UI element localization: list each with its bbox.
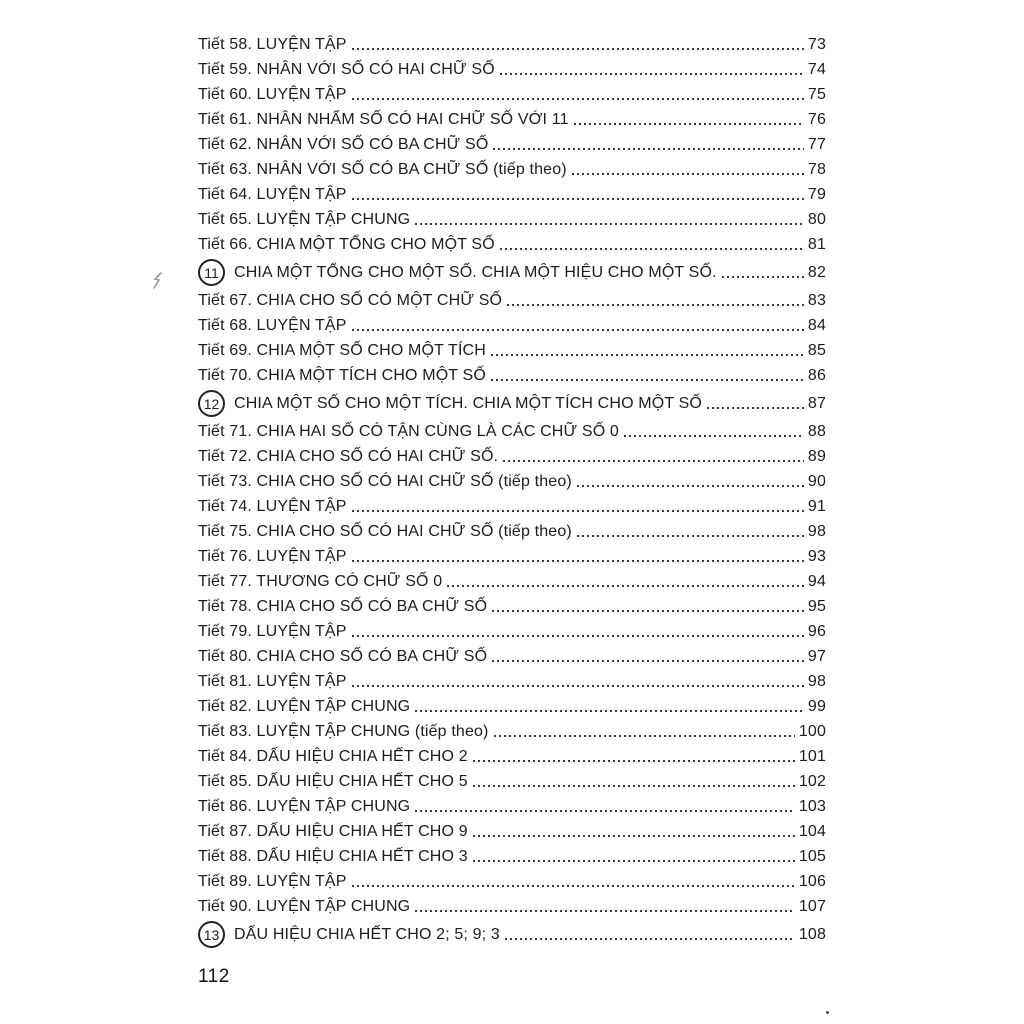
toc-entry-title: Tiết 64. LUYỆN TẬP: [198, 186, 347, 203]
toc-entry-page-number: 90: [807, 473, 826, 490]
toc-entry-title: Tiết 74. LUYỆN TẬP: [198, 498, 347, 515]
toc-lesson-row: [198, 644, 826, 669]
toc-entry-title: Tiết 89. LUYỆN TẬP: [198, 873, 347, 890]
dot-leader: [492, 644, 804, 669]
toc-entry-title: Tiết 81. LUYỆN TẬP: [198, 673, 347, 690]
dot-leader: [352, 494, 804, 519]
toc-lesson-row: [198, 769, 826, 794]
toc-section-row: [198, 388, 826, 419]
footer-page-number: 112: [198, 966, 230, 987]
dot-leader: [415, 207, 804, 232]
toc-entry-title: Tiết 65. LUYỆN TẬP CHUNG: [198, 211, 411, 228]
dot-leader: [491, 363, 804, 388]
dot-leader: [473, 769, 795, 794]
dot-leader: [473, 844, 795, 869]
toc-entry-page-number: 75: [807, 86, 826, 103]
toc-entry-page-number: 89: [807, 448, 826, 465]
dot-leader: [415, 894, 795, 919]
toc-entry-title: Tiết 82. LUYỆN TẬP CHUNG: [198, 698, 411, 715]
toc-lesson-row: [198, 132, 826, 157]
toc-entry-page-number: 107: [798, 898, 826, 915]
toc-lesson-row: [198, 32, 826, 57]
toc-entry-page-number: 104: [798, 823, 826, 840]
toc-lesson-row: [198, 338, 826, 363]
toc-lesson-row: [198, 157, 826, 182]
dot-leader: [707, 388, 804, 419]
dot-leader: [507, 288, 804, 313]
toc-section-row: [198, 919, 826, 950]
dot-leader: [494, 719, 795, 744]
toc-entry-page-number: 91: [807, 498, 826, 515]
section-number-badge: 12: [198, 390, 225, 417]
toc-lesson-row: [198, 363, 826, 388]
dot-leader: [572, 157, 804, 182]
dot-leader: [500, 57, 804, 82]
table-of-contents: [198, 32, 826, 950]
dot-leader: [447, 569, 804, 594]
toc-entry-page-number: 101: [798, 748, 826, 765]
section-number-badge: 13: [198, 921, 225, 948]
toc-entry-title: Tiết 59. NHÂN VỚI SỐ CÓ HAI CHỮ SỐ: [198, 61, 495, 78]
dot-leader: [352, 182, 804, 207]
toc-lesson-row: [198, 419, 826, 444]
toc-entry-page-number: 94: [807, 573, 826, 590]
toc-entry-title: Tiết 73. CHIA CHO SỐ CÓ HAI CHỮ SỐ (tiếp theo): [198, 473, 572, 490]
toc-entry-page-number: 82: [807, 264, 826, 281]
toc-lesson-row: [198, 519, 826, 544]
toc-entry-title: CHIA MỘT TỔNG CHO MỘT SỐ. CHIA MỘT HIỆU CHO MỘT SỐ.: [234, 264, 717, 281]
toc-entry-title: Tiết 78. CHIA CHO SỐ CÓ BA CHỮ SỐ: [198, 598, 488, 615]
toc-entry-page-number: 78: [807, 161, 826, 178]
toc-entry-page-number: 98: [807, 673, 826, 690]
scan-artifact-dot: [826, 1011, 829, 1014]
toc-entry-title: Tiết 58. LUYỆN TẬP: [198, 36, 347, 53]
toc-entry-title: Tiết 61. NHÂN NHẨM SỐ CÓ HAI CHỮ SỐ VỚI 11: [198, 111, 569, 128]
toc-entry-title: Tiết 77. THƯƠNG CÓ CHỮ SỐ 0: [198, 573, 443, 590]
dot-leader: [415, 794, 795, 819]
toc-entry-title: Tiết 68. LUYỆN TẬP: [198, 317, 347, 334]
toc-entry-title: Tiết 72. CHIA CHO SỐ CÓ HAI CHỮ SỐ.: [198, 448, 499, 465]
toc-lesson-row: [198, 82, 826, 107]
scan-artifact-mark: [150, 270, 166, 297]
toc-lesson-row: [198, 288, 826, 313]
toc-entry-page-number: 102: [798, 773, 826, 790]
toc-entry-page-number: 86: [807, 367, 826, 384]
toc-lesson-row: [198, 869, 826, 894]
toc-lesson-row: [198, 182, 826, 207]
toc-entry-title: DẤU HIỆU CHIA HẾT CHO 2; 5; 9; 3: [234, 926, 500, 943]
dot-leader: [473, 744, 795, 769]
toc-lesson-row: [198, 794, 826, 819]
toc-entry-title: Tiết 79. LUYỆN TẬP: [198, 623, 347, 640]
toc-lesson-row: [198, 544, 826, 569]
toc-entry-page-number: 76: [807, 111, 826, 128]
toc-lesson-row: [198, 207, 826, 232]
toc-entry-title: Tiết 90. LUYỆN TẬP CHUNG: [198, 898, 411, 915]
toc-entry-page-number: 96: [807, 623, 826, 640]
dot-leader: [493, 132, 803, 157]
dot-leader: [624, 419, 804, 444]
toc-lesson-row: [198, 313, 826, 338]
dot-leader: [352, 669, 804, 694]
toc-lesson-row: [198, 594, 826, 619]
toc-entry-title: Tiết 62. NHÂN VỚI SỐ CÓ BA CHỮ SỐ: [198, 136, 489, 153]
toc-entry-title: Tiết 88. DẤU HIỆU CHIA HẾT CHO 3: [198, 848, 468, 865]
toc-entry-page-number: 87: [807, 395, 826, 412]
toc-lesson-row: [198, 744, 826, 769]
toc-entry-page-number: 106: [798, 873, 826, 890]
toc-entry-page-number: 83: [807, 292, 826, 309]
toc-lesson-row: [198, 444, 826, 469]
toc-entry-title: Tiết 84. DẤU HIỆU CHIA HẾT CHO 2: [198, 748, 468, 765]
toc-entry-page-number: 95: [807, 598, 826, 615]
dot-leader: [352, 544, 804, 569]
toc-lesson-row: [198, 232, 826, 257]
toc-entry-page-number: 99: [807, 698, 826, 715]
toc-entry-title: Tiết 75. CHIA CHO SỐ CÓ HAI CHỮ SỐ (tiếp theo): [198, 523, 572, 540]
dot-leader: [352, 32, 804, 57]
toc-lesson-row: [198, 494, 826, 519]
dot-leader: [500, 232, 804, 257]
toc-lesson-row: [198, 894, 826, 919]
toc-entry-page-number: 100: [798, 723, 826, 740]
dot-leader: [577, 519, 804, 544]
toc-entry-title: Tiết 70. CHIA MỘT TÍCH CHO MỘT SỐ: [198, 367, 486, 384]
toc-entry-page-number: 98: [807, 523, 826, 540]
toc-entry-title: Tiết 71. CHIA HAI SỐ CÓ TẬN CÙNG LÀ CÁC CHỮ SỐ 0: [198, 423, 619, 440]
toc-entry-page-number: 73: [807, 36, 826, 53]
toc-entry-title: Tiết 80. CHIA CHO SỐ CÓ BA CHỮ SỐ: [198, 648, 488, 665]
toc-lesson-row: [198, 719, 826, 744]
toc-lesson-row: [198, 469, 826, 494]
toc-section-row: [198, 257, 826, 288]
dot-leader: [492, 594, 804, 619]
toc-lesson-row: [198, 844, 826, 869]
dot-leader: [352, 313, 804, 338]
dot-leader: [352, 82, 804, 107]
toc-entry-page-number: 97: [807, 648, 826, 665]
toc-lesson-row: [198, 57, 826, 82]
toc-lesson-row: [198, 694, 826, 719]
toc-lesson-row: [198, 619, 826, 644]
toc-entry-page-number: 80: [807, 211, 826, 228]
dot-leader: [722, 257, 804, 288]
toc-entry-page-number: 74: [807, 61, 826, 78]
toc-entry-page-number: 77: [807, 136, 826, 153]
toc-entry-page-number: 79: [807, 186, 826, 203]
dot-leader: [577, 469, 804, 494]
dot-leader: [491, 338, 804, 363]
toc-entry-title: Tiết 85. DẤU HIỆU CHIA HẾT CHO 5: [198, 773, 468, 790]
dot-leader: [503, 444, 804, 469]
toc-lesson-row: [198, 669, 826, 694]
toc-lesson-row: [198, 569, 826, 594]
scribble-mark-icon: [150, 270, 166, 292]
toc-entry-title: Tiết 69. CHIA MỘT SỐ CHO MỘT TÍCH: [198, 342, 486, 359]
toc-lesson-row: [198, 819, 826, 844]
dot-leader: [352, 869, 795, 894]
toc-entry-title: Tiết 86. LUYỆN TẬP CHUNG: [198, 798, 411, 815]
toc-entry-page-number: 105: [798, 848, 826, 865]
dot-leader: [574, 107, 804, 132]
section-number-badge: 11: [198, 259, 225, 286]
toc-entry-title: CHIA MỘT SỐ CHO MỘT TÍCH. CHIA MỘT TÍCH CHO MỘT SỐ: [234, 395, 702, 412]
dot-leader: [505, 919, 795, 950]
toc-entry-page-number: 84: [807, 317, 826, 334]
toc-entry-title: Tiết 63. NHÂN VỚI SỐ CÓ BA CHỮ SỐ (tiếp theo): [198, 161, 567, 178]
dot-leader: [415, 694, 804, 719]
toc-entry-page-number: 85: [807, 342, 826, 359]
toc-entry-title: Tiết 67. CHIA CHO SỐ CÓ MỘT CHỮ SỐ: [198, 292, 503, 309]
toc-entry-title: Tiết 87. DẤU HIỆU CHIA HẾT CHO 9: [198, 823, 468, 840]
dot-leader: [473, 819, 795, 844]
toc-entry-title: Tiết 76. LUYỆN TẬP: [198, 548, 347, 565]
toc-entry-title: Tiết 83. LUYỆN TẬP CHUNG (tiếp theo): [198, 723, 489, 740]
toc-lesson-row: [198, 107, 826, 132]
toc-entry-page-number: 108: [798, 926, 826, 943]
toc-entry-page-number: 81: [807, 236, 826, 253]
toc-entry-page-number: 88: [807, 423, 826, 440]
toc-entry-page-number: 93: [807, 548, 826, 565]
toc-entry-title: Tiết 60. LUYỆN TẬP: [198, 86, 347, 103]
dot-leader: [352, 619, 804, 644]
toc-entry-title: Tiết 66. CHIA MỘT TỔNG CHO MỘT SỐ: [198, 236, 495, 253]
toc-entry-page-number: 103: [798, 798, 826, 815]
